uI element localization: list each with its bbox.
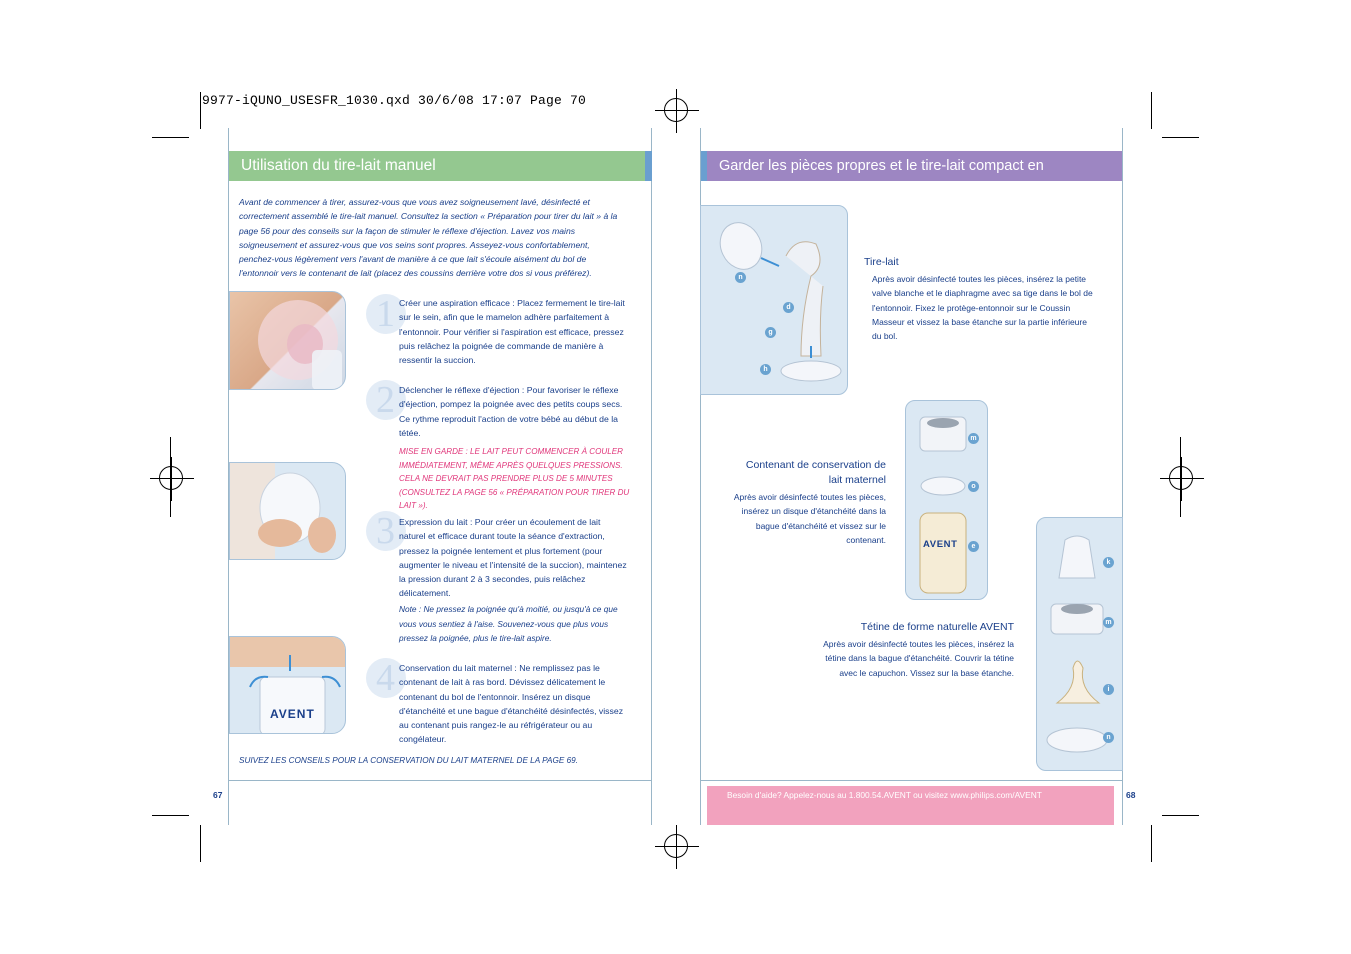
- page-number-right: 68: [1126, 790, 1136, 800]
- title-accent: [645, 151, 652, 181]
- label-h: h: [760, 364, 771, 375]
- step-text-1: Créer une aspiration efficace : Placez fermement le tire-lait sur le sein, afin que le mamelon adhère parfaitement à l'entonnoir. Pour vérifier si l'aspiration est efficace, pressez puis relâchez la poignée de commande de manière à ressentir la succion.: [399, 298, 625, 366]
- label-d: d: [783, 302, 794, 313]
- crop-mark: [200, 92, 201, 129]
- registration-mark: [664, 834, 688, 858]
- crop-mark: [152, 815, 189, 816]
- warning-text: MISE EN GARDE : LE LAIT PEUT COMMENCER À COULER IMMÉDIATEMENT, MÊME APRÈS QUELQUES PRESSIONS. CELA NE DEVRAIT PAS PRENDRE PLUS DE 5 MINUTES (CONSULTEZ LA PAGE 56 « PRÉPARATION POUR TIRER DU LAIT »).: [399, 447, 630, 510]
- note-text: Note : Ne pressez la poignée qu'à moitié, ou jusqu'à ce que vous vous sentiez à l'aise. Souvenez-vous que plus vous pressez la poignée, plus le tire-lait aspire.: [399, 604, 618, 643]
- photo-pump-hand: [229, 462, 346, 560]
- step-number-3: 3: [376, 510, 395, 552]
- crop-mark: [200, 825, 201, 862]
- photo-container: [229, 636, 346, 734]
- pump-parts-illustration: [701, 206, 848, 395]
- container-parts-image: [905, 400, 988, 600]
- label-e: e: [968, 541, 979, 552]
- step-text-3: Expression du lait : Pour créer un écoulement de lait naturel et efficace durant toute la séance d'extraction, pressez la poignée lentement et plus fortement (pour augmenter le niveau et l'intensité de la succion), maintenez la pression durant 2 à 3 secondes, puis relâchez délicatement.: [399, 517, 627, 599]
- crop-mark: [1162, 137, 1199, 138]
- label-m: m: [968, 433, 979, 444]
- pump-illustration: [230, 292, 346, 390]
- section-text-pump: Après avoir désinfecté toutes les pièces, insérez la petite valve blanche et le diaphragme avec sa tige dans le bol de l'entonnoir. Fixez le protège-entonnoir sur le Coussin Masseur et vissez la base étanche sur la partie inférieure du bol.: [872, 274, 1093, 342]
- page-footer-rule: [228, 780, 652, 781]
- crop-mark: [152, 137, 189, 138]
- label-n: n: [735, 272, 746, 283]
- label-k: k: [1103, 557, 1114, 568]
- label-m: m: [1103, 617, 1114, 628]
- step-text-4: Conservation du lait maternel : Ne remplissez pas le contenant de lait à ras bord. Dévissez délicatement le contenant du bol de l'entonnoir. Insérez un disque d'étanchéité et une bague d'étanchéité désinfectés, vissez au contenant puis rangez-le au réfrigérateur ou au congélateur.: [399, 663, 624, 745]
- crop-mark: [1151, 825, 1152, 862]
- registration-mark: [664, 98, 688, 122]
- page-border-gutter-left: [651, 128, 652, 825]
- help-bar: [707, 786, 1114, 825]
- step-number-4: 4: [376, 657, 395, 699]
- help-text: Besoin d'aide? Appelez-nous au 1.800.54.AVENT ou visitez www.philips.com/AVENT: [727, 790, 1042, 800]
- teat-parts-image: [1036, 517, 1123, 771]
- label-g: g: [765, 327, 776, 338]
- avent-logo: AVENT: [923, 539, 958, 550]
- page-number-left: 67: [213, 790, 223, 800]
- crop-mark: [1180, 437, 1181, 517]
- section-text-teat: Après avoir désinfecté toutes les pièces, insérez la tétine dans la bague d'étanchéité. Couvrir la tétine avec le capuchon. Vissez sur la base étanche.: [823, 639, 1014, 678]
- step-text-2: Déclencher le réflexe d'éjection : Pour favoriser le réflexe d'éjection, pompez la poignée avec des petits coups secs. Ce rythme reproduit l'action de votre bébé au début de la tétée.: [399, 385, 623, 438]
- section-title-container: Contenant de conservation de lait maternel: [745, 459, 886, 486]
- container-parts-illustration: [906, 401, 988, 600]
- title-accent: [701, 151, 707, 181]
- crop-mark: [170, 437, 171, 517]
- crop-mark: [1151, 92, 1152, 129]
- label-o: o: [968, 481, 979, 492]
- file-slug: 9977-iQUNO_USESFR_1030.qxd 30/6/08 17:07 Page 70: [202, 93, 587, 108]
- label-i: i: [1103, 684, 1114, 695]
- page-title: Utilisation du tire-lait manuel: [229, 151, 645, 181]
- section-text-container: Après avoir désinfecté toutes les pièces, insérez un disque d'étanchéité dans la bague d'étanchéité et vissez sur le contenant.: [733, 492, 886, 545]
- section-title-teat: Tétine de forme naturelle AVENT: [860, 621, 1014, 633]
- registration-mark: [1169, 466, 1193, 490]
- page-title-right: Garder les pièces propres et le tire-lait compact en déplacement: [707, 151, 1122, 181]
- intro-paragraph: Avant de commencer à tirer, assurez-vous que vous avez soigneusement lavé, désinfecté et correctement assemblé le tire-lait manuel. Consultez la section « Préparation pour tirer du lait » à la page 56 pour des conseils sur la façon de stimuler le réflexe d'éjection. Lavez vos mains soigneusement et assurez-vous que vos seins sont propres. Asseyez-vous confortablement, penchez-vous légèrement vers l'avant de manière à ce que lait s'écoule aisément du bol de l'entonnoir vers le contenant de lait (placez des coussins derrière votre dos si vous préférez).: [239, 197, 618, 279]
- footnote: SUIVEZ LES CONSEILS POUR LA CONSERVATION DU LAIT MATERNEL DE LA PAGE 69.: [239, 756, 578, 765]
- photo-pump-on-breast: [229, 291, 346, 390]
- crop-mark: [1162, 815, 1199, 816]
- label-n: n: [1103, 732, 1114, 743]
- avent-logo: AVENT: [270, 707, 315, 721]
- pump-parts-image: [700, 205, 848, 395]
- page-footer-rule: [700, 780, 1123, 781]
- section-title-pump: Tire-lait: [864, 256, 899, 268]
- pump-hand-illustration: [230, 463, 346, 560]
- step-number-1: 1: [376, 293, 395, 335]
- step-number-2: 2: [376, 379, 395, 421]
- registration-mark: [159, 466, 183, 490]
